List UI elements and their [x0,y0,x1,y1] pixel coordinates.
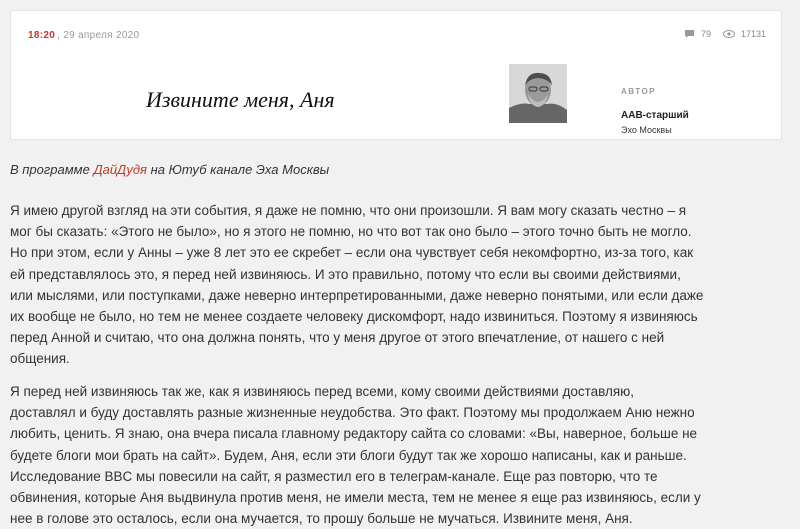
article-title: Извините меня, Аня [146,87,335,112]
comments-count[interactable]: 79 [700,29,711,39]
text-line: или мыслями, или поступками, даже неверно интерпретированными, даже неверно понятыми, или если даже [10,287,704,303]
author-photo[interactable] [509,64,567,123]
comment-icon[interactable] [684,29,695,39]
text-line: Но при этом, если у Анны – уже 8 лет это ее скребет – если она чувствует себя некомфортно, из-за того, как [10,245,694,261]
text-line: обвинения, которые Аня выдвинула против меня, не имели места, тем не менее я еще раз извиняюсь, если у [10,490,701,506]
program-link[interactable]: ДайДудя [93,162,147,177]
text-line: Я имею другой взгляд на эти события, я даже не помню, что они произошли. Я вам могу сказать честно – я [10,203,687,218]
text-line: доставлял и буду доставлять разные жизненные неудобства. Это факт. Поэтому мы продолжаем Аню нежно [10,405,695,421]
text-line: их вообще не было, но тем не менее создаете человеку дискомфорт, надо извиниться. Поэтому я извиняюсь [10,309,698,325]
text-line: любить, ценить. Я знаю, она вчера писала главному редактору сайта со словами: «Вы, наверное, больше не [10,426,698,442]
publish-date: 29 апреля 2020 [63,30,140,41]
eye-icon [723,30,735,38]
article-header-card [10,10,782,140]
text-line: нее в голове это осталось, если она мучается, то прошу больше не мучаться. Извините меня, Аня. [10,511,633,527]
article-intro [10,162,329,177]
publish-time: 18:20 [28,30,56,41]
text-line: Я перед ней извиняюсь так же, как я извиняюсь перед всеми, кому своими действиями доставляю, [10,384,635,399]
author-caption: АВТОР [621,87,656,96]
text-line: будете блоги мои брать на сайт». Будем, Аня, если эти блоги будут так же хорошо написаны, как и раньше. [10,447,687,463]
text-line: Исследование BBC мы повесили на сайт, я разместил его в телеграм-канале. Еще раз повторю, что те [10,468,658,484]
text-line: общения. [10,351,70,367]
article-paragraph-2 [10,381,790,529]
text-line: перед Анной и считаю, что она должна понять, что у меня другое от этого впечатление, от нашего с ней [10,330,665,346]
intro-suffix: на Ютуб канале Эха Москвы [146,162,330,177]
author-organization: Эхо Москвы [621,125,672,135]
author-name[interactable]: ААВ-старший [621,110,689,121]
text-line: мог бы сказать: «Этого не было», но я этого не помню, но что вот так оно было – этого точно быть не могло. [10,224,692,240]
meta-separator: , [57,30,61,41]
intro-prefix: В программе [10,162,94,177]
article-paragraph-1 [10,200,790,370]
article-counters [684,29,766,39]
views-count: 17131 [740,29,766,39]
text-line: ей представлялось это, я перед ней извиняюсь. И это правильно, потому что если вы своими действиями, [10,266,681,282]
article-meta [28,30,139,41]
